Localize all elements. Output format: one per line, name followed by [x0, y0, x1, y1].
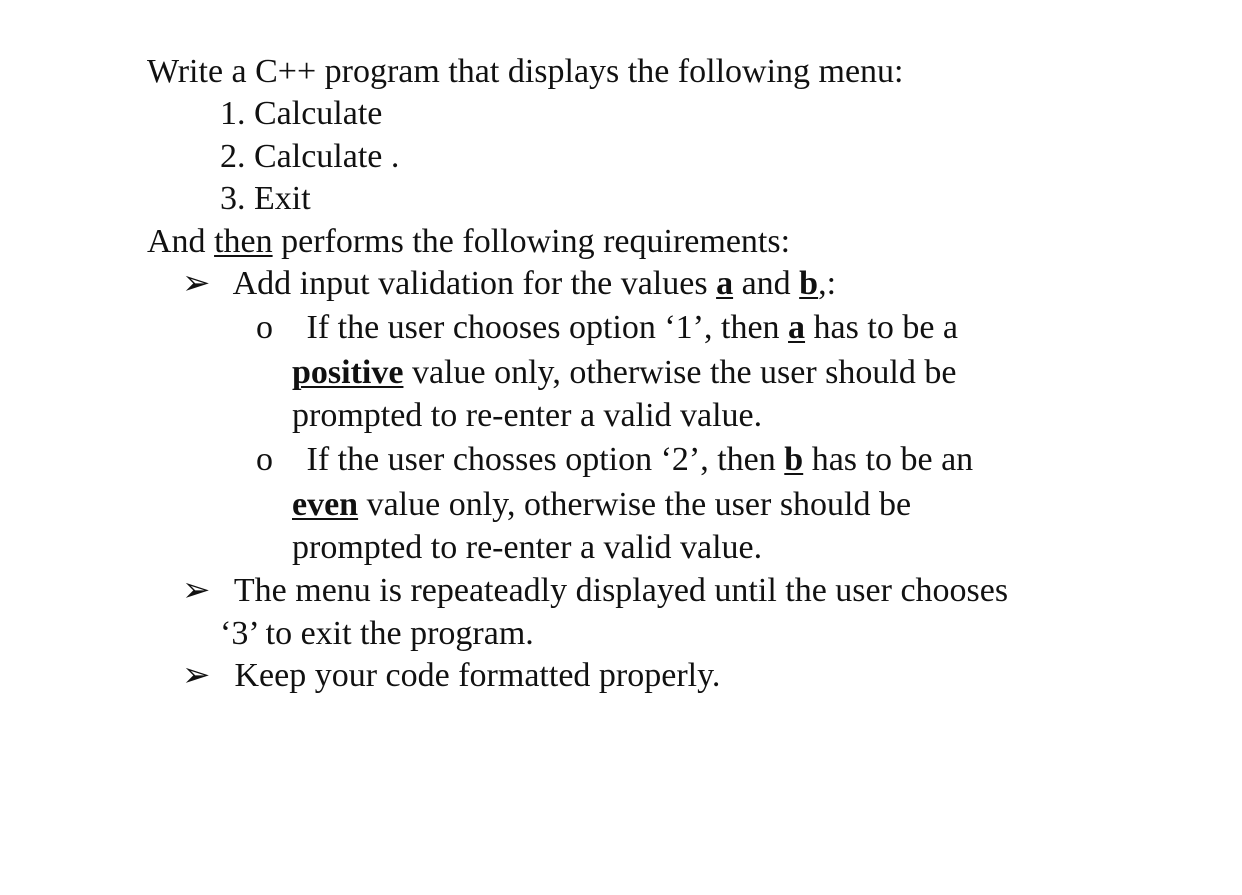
bullet-3: ➢ Keep your code formatted properly. — [182, 657, 721, 694]
arrow-bullet-icon: ➢ — [182, 265, 211, 302]
positive-emphasis: positive — [292, 354, 404, 391]
var-b: b — [784, 441, 804, 478]
sub-bullet-1-line-2: positive value only, otherwise the user should be — [292, 354, 957, 391]
var-a: a — [788, 309, 806, 346]
intro-line — [147, 52, 904, 92]
menu-item-1: 1. Calculate — [220, 95, 383, 132]
sub-bullet-2-line-1: o If the user chosses option ‘2’, then b has to be an — [256, 441, 974, 478]
arrow-bullet-icon: ➢ — [182, 572, 211, 609]
sub-bullet-1-line-1: o If the user chooses option ‘1’, then a has to be a — [256, 309, 958, 346]
bullet-2-line-1: ➢ The menu is repeateadly displayed until the user chooses — [182, 572, 1009, 609]
bullet-1: ➢ Add input validation for the values a and b,: — [182, 265, 837, 302]
sub-bullet-2-line-3: prompted to re-enter a valid value. — [292, 529, 763, 566]
arrow-bullet-icon: ➢ — [182, 657, 211, 694]
menu-item-2: 2. Calculate . — [220, 138, 400, 175]
bullet-2-line-2: ‘3’ to exit the program. — [220, 615, 534, 652]
then-underlined: then — [214, 223, 273, 260]
var-b: b — [799, 265, 819, 302]
circle-bullet-icon: o — [256, 441, 273, 478]
sub-bullet-2-line-2: even value only, otherwise the user should be — [292, 486, 912, 523]
circle-bullet-icon: o — [256, 309, 273, 346]
requirements-intro: And then performs the following requirements: — [147, 223, 791, 260]
even-emphasis: even — [292, 486, 359, 523]
sub-bullet-1-line-3: prompted to re-enter a valid value. — [292, 397, 763, 434]
intro-text: Write a C++ program that displays the following menu: — [147, 53, 904, 90]
var-a: a — [716, 265, 734, 302]
menu-item-3: 3. Exit — [220, 180, 311, 217]
